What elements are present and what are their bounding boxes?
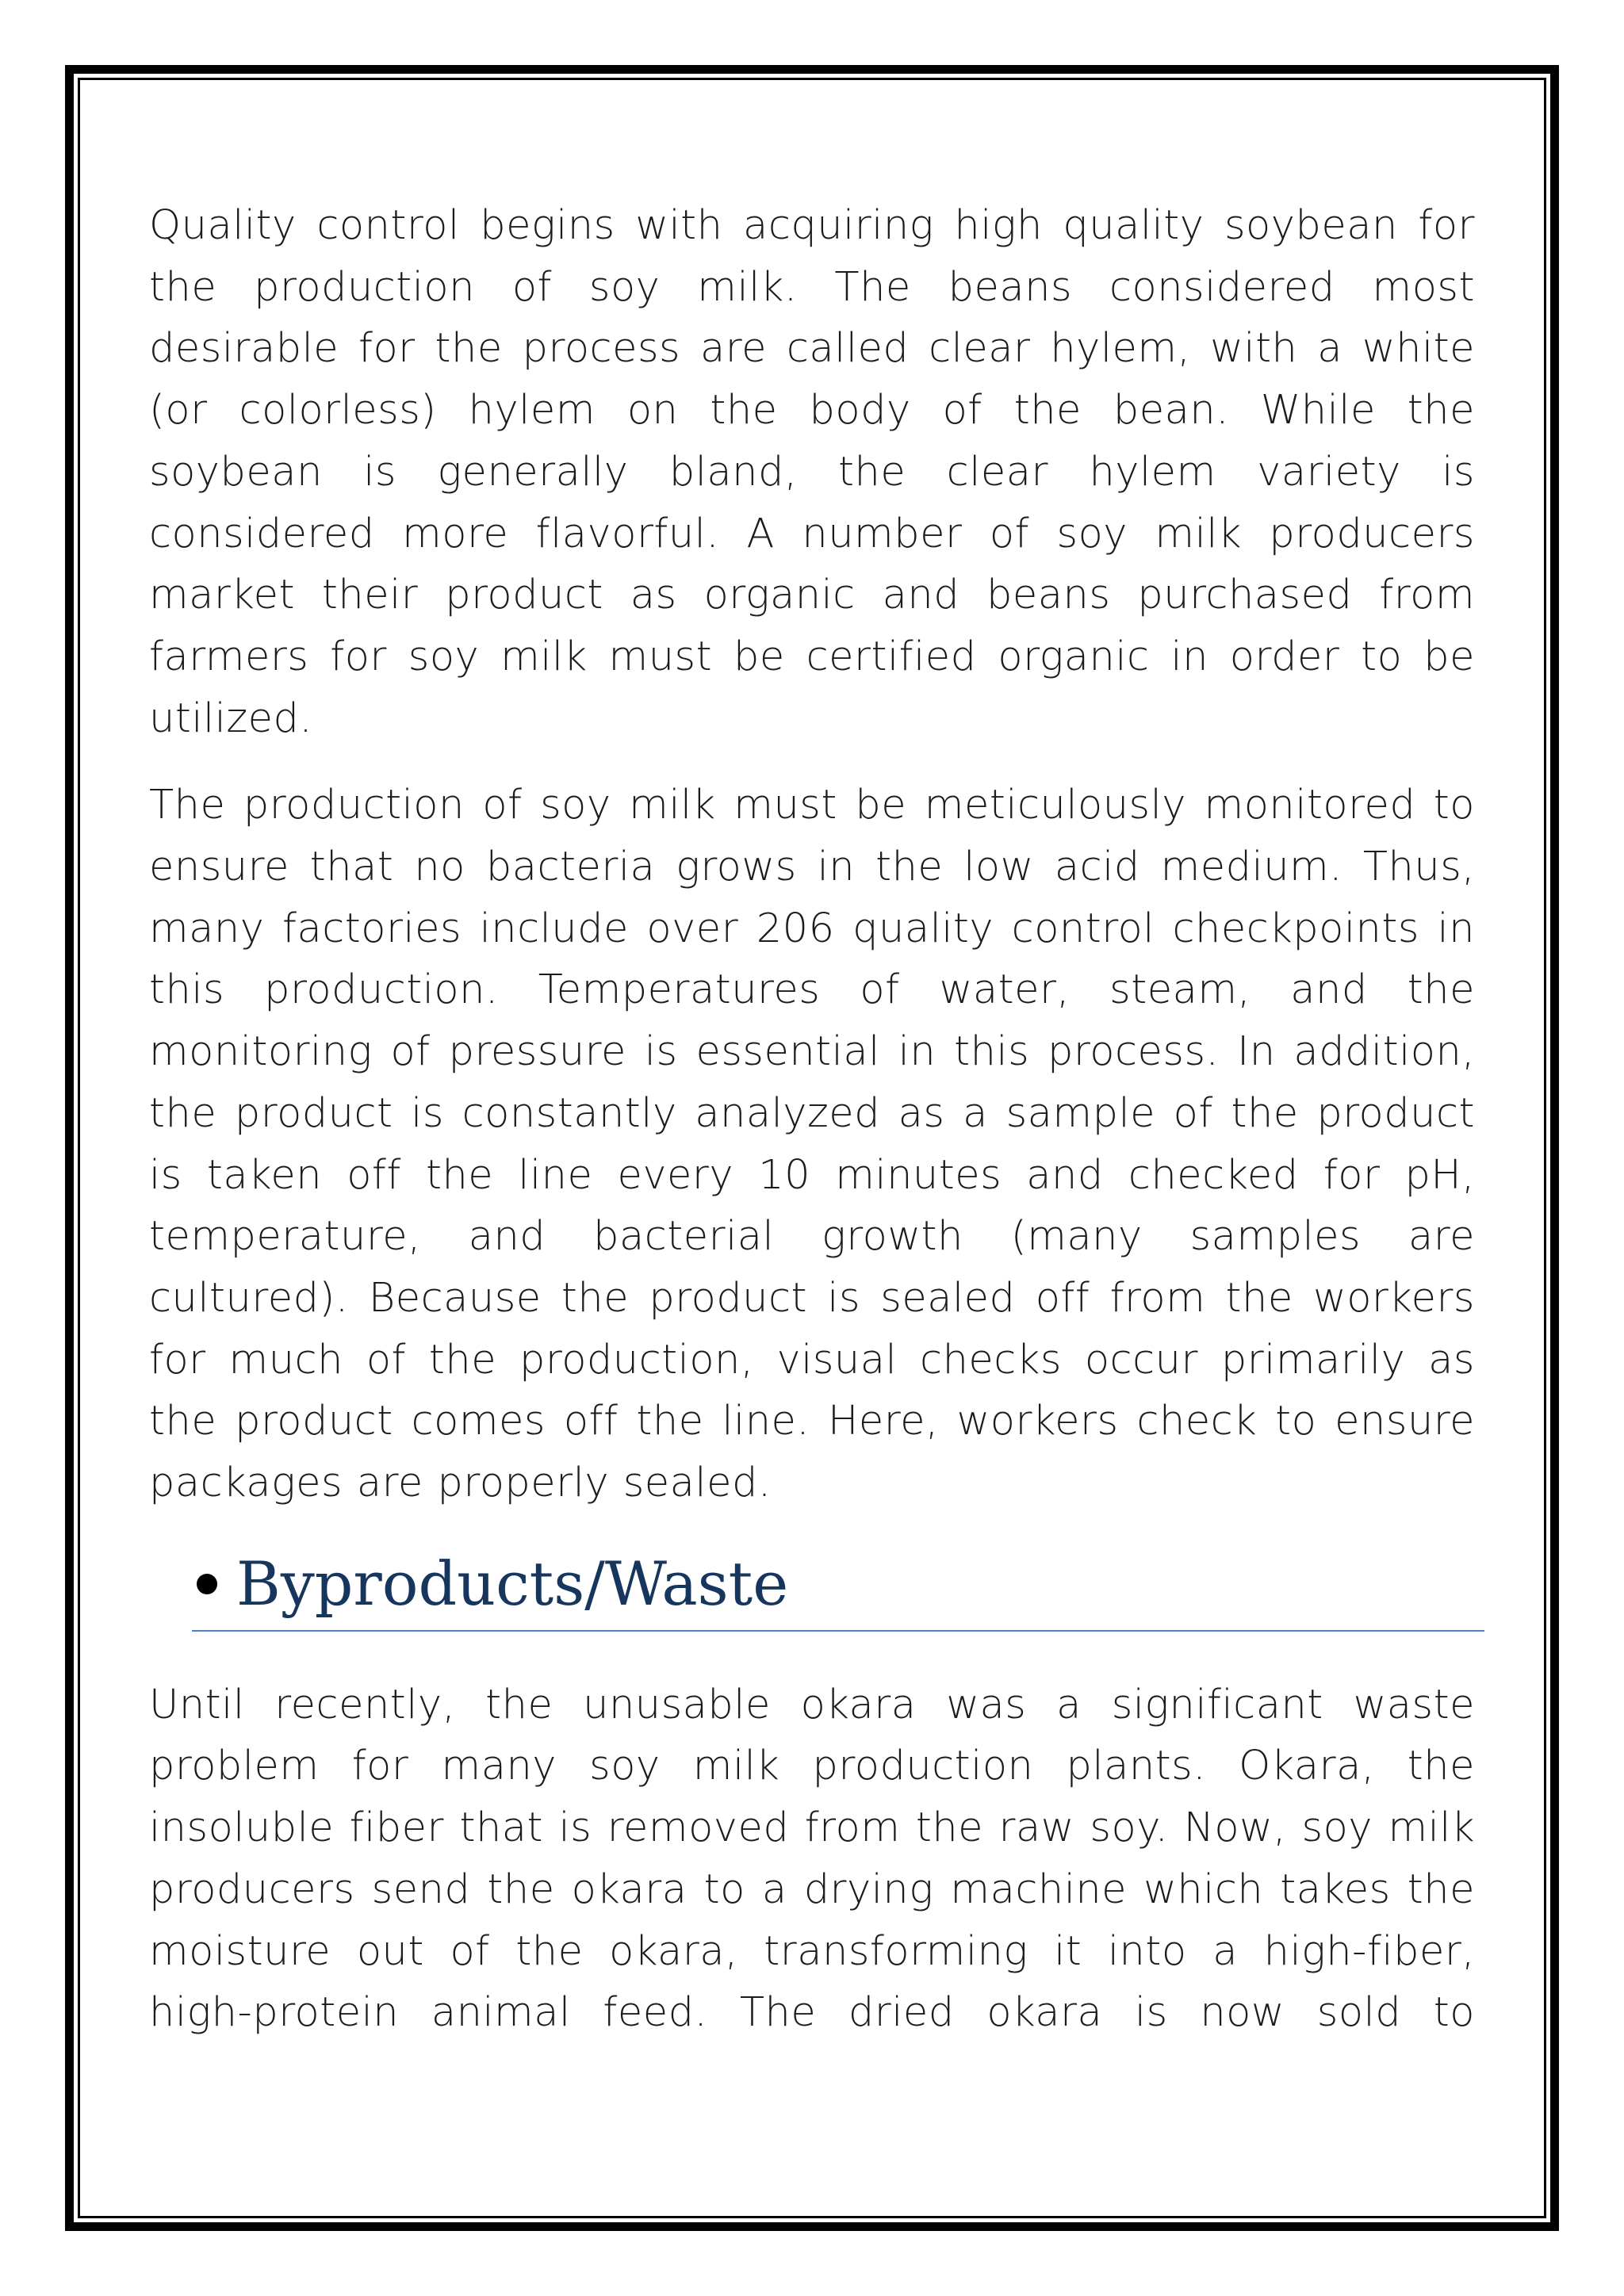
section-heading: Byproducts/Waste [236, 1548, 789, 1619]
document-body [149, 195, 1475, 2044]
section-heading-row [192, 1546, 1484, 1632]
paragraph-byproducts: Until recently, the unusable okara was a significant waste problem for many soy milk production plants. Okara, the insoluble fiber that is removed from the raw soy. Now, soy milk producers send the okara to a drying machine which takes the moisture out of the okara, transforming it into a high-fiber, high-protein animal feed. The dried okara is now sold to [149, 1681, 1475, 2037]
bullet-icon [197, 1574, 217, 1594]
paragraph-quality-control: Quality control begins with acquiring high quality soybean for the production of soy milk. The beans considered most desirable for the process are called clear hylem, with a white (or colorless) hylem on the body of the bean. While the soybean is generally bland, the clear hylem variety is considered more flavorful. A number of soy milk producers market their product as organic and beans purchased from farmers for soy milk must be certified organic in order to be utilized. [149, 202, 1475, 742]
paragraph-production-monitoring: The production of soy milk must be meticulously monitored to ensure that no bacteria grows in the low acid medium. Thus, many factories include over 206 quality control checkpoints in this production. Temperatures of water, steam, and the monitoring of pressure is essential in this process. In addition, the product is constantly analyzed as a sample of the product is taken off the line every 10 minutes and checked for pH, temperature, and bacterial growth (many samples are cultured). Because the product is sealed off from the workers for much of the production, visual checks occur primarily as the product comes off the line. Here, workers check to ensure packages are properly sealed. [149, 782, 1475, 1507]
